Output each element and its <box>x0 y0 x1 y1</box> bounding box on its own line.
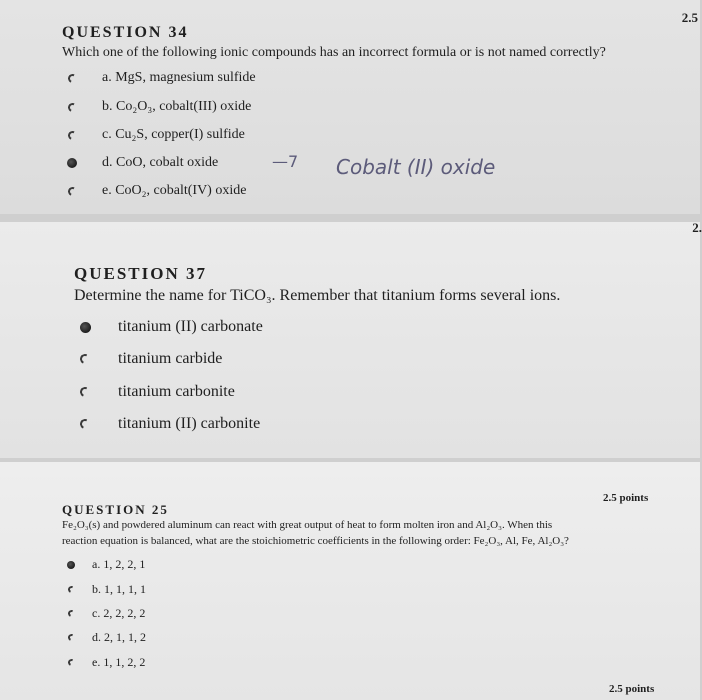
option-label: c. 2, 2, 2, 2 <box>92 606 146 620</box>
q34-option-e[interactable] <box>68 183 246 199</box>
option-label: e. 1, 1, 2, 2 <box>92 655 146 669</box>
q25-points: 2.5 points <box>603 492 649 504</box>
next-question-points: 2.5 points <box>609 683 655 695</box>
q37-points: 2. <box>692 220 702 235</box>
option-label: d. 2, 1, 1, 2 <box>92 630 146 644</box>
radio-button[interactable] <box>68 187 77 196</box>
radio-button[interactable] <box>68 659 75 666</box>
option-label: d. CoO, cobalt oxide <box>102 155 219 170</box>
q25-question-line-2: reaction equation is balanced, what are the stoichiometric coefficients in the following order: Fe₂O₃, Al, Fe, Al₂O₃? <box>62 535 569 547</box>
radio-button[interactable] <box>68 74 77 83</box>
question-34-panel <box>0 0 700 214</box>
q34-option-a[interactable] <box>68 70 256 86</box>
q25-option-b[interactable] <box>68 582 146 597</box>
radio-button[interactable] <box>68 634 75 641</box>
q25-option-e[interactable] <box>68 655 145 670</box>
q34-title: QUESTION 34 <box>62 24 189 41</box>
radio-button[interactable] <box>68 131 77 140</box>
question-25-panel <box>0 462 700 700</box>
option-label: a. MgS, magnesium sulfide <box>102 70 256 85</box>
option-label: a. 1, 2, 2, 1 <box>92 557 146 571</box>
option-label: titanium carbide <box>118 350 223 367</box>
q34-option-c[interactable] <box>68 127 245 143</box>
radio-button-selected[interactable] <box>67 158 77 168</box>
q25-title: QUESTION 25 <box>62 502 169 517</box>
q25-question-line-1: Fe₂O₃(s) and powdered aluminum can react with great output of heat to form molten iron and Al₂O₃. When this <box>62 519 553 531</box>
option-label: titanium (II) carbonate <box>118 318 263 335</box>
option-label: b. Co₂O₃, cobalt(III) oxide <box>102 99 252 114</box>
question-37-panel <box>0 222 700 458</box>
q37-option-4[interactable] <box>80 415 260 433</box>
q25-option-a[interactable] <box>67 557 145 572</box>
q34-points: 2.5 <box>681 10 698 25</box>
radio-button-selected[interactable] <box>67 561 75 569</box>
q34-option-b[interactable] <box>68 99 251 115</box>
option-label: b. 1, 1, 1, 1 <box>92 582 146 596</box>
option-label: titanium carbonite <box>118 383 235 400</box>
radio-button-selected[interactable] <box>80 322 91 333</box>
q37-option-3[interactable] <box>80 383 235 401</box>
handwritten-arrow: —7 <box>272 152 299 171</box>
radio-button[interactable] <box>80 387 90 397</box>
option-label: titanium (II) carbonite <box>118 415 261 432</box>
option-label: e. CoO₂, cobalt(IV) oxide <box>102 183 247 198</box>
option-label: c. Cu₂S, copper(I) sulfide <box>102 127 245 142</box>
q25-option-c[interactable] <box>68 606 145 621</box>
q25-option-d[interactable] <box>68 630 146 645</box>
radio-button[interactable] <box>68 610 75 617</box>
handwritten-annotation: Cobalt (II) oxide <box>336 155 496 179</box>
q37-option-2[interactable] <box>80 350 222 368</box>
q37-option-1[interactable] <box>80 318 263 336</box>
radio-button[interactable] <box>68 586 75 593</box>
q34-question-text: Which one of the following ionic compounds has an incorrect formula or is not named correctly? <box>62 45 606 60</box>
radio-button[interactable] <box>80 419 90 429</box>
radio-button[interactable] <box>80 354 90 364</box>
q37-title: QUESTION 37 <box>74 264 207 283</box>
q37-question-text: Determine the name for TiCO₃. Remember that titanium forms several ions. <box>74 287 561 304</box>
radio-button[interactable] <box>68 103 77 112</box>
q34-option-d[interactable] <box>67 155 218 171</box>
